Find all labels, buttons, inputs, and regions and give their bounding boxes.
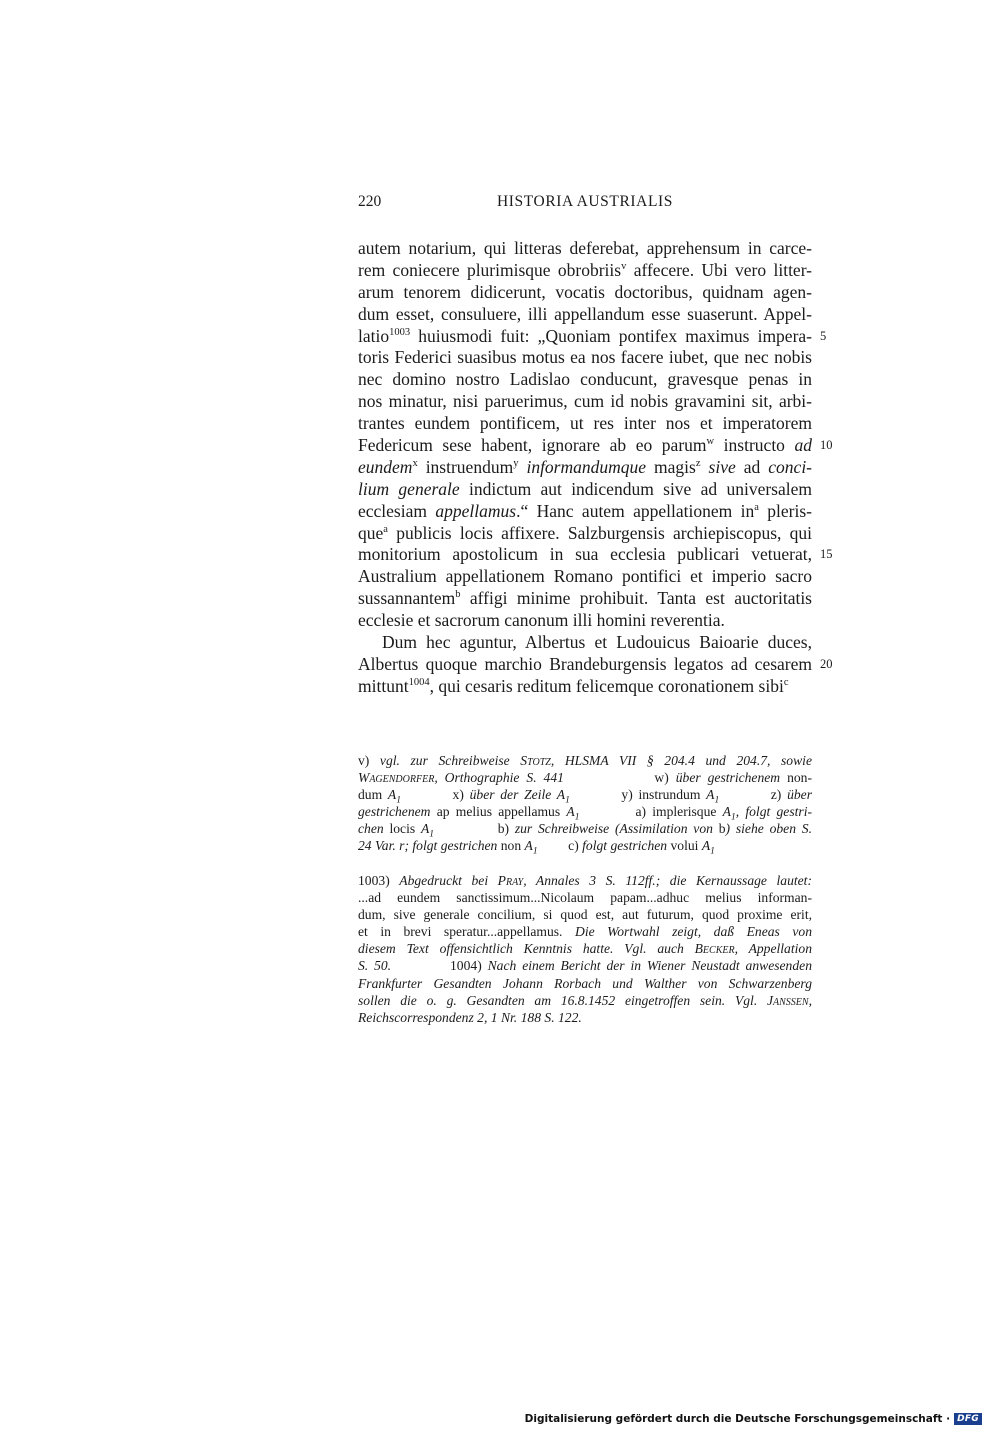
line-number: 5 xyxy=(820,328,827,343)
text-line: toris Federici suasibus motus ea nos facere iubet, que nec nobis xyxy=(358,347,812,368)
text-line: monitorium apostolicum in sua ecclesia publicari vetuerat, 15 xyxy=(358,544,833,565)
line-number: 15 xyxy=(820,547,833,562)
text-line: lium generale indictum aut indicendum sive ad universalem xyxy=(358,478,812,499)
text-line: mittunt$^{1004}$, qui cesaris reditum felicemque coronationem sibi$^c$ xyxy=(358,675,789,696)
running-header xyxy=(358,193,812,215)
variant-footnote-line: v) vgl. zur Schreibweise Stotz, HLSMA VII § 204.4 und 204.7, sowie xyxy=(358,753,812,768)
text-line: Dum hec aguntur, Albertus et Ludouicus Baioarie duces, xyxy=(382,632,812,653)
variant-footnote-line: Wagendorfer, Orthographie S. 441 w) über gestrichenem non- xyxy=(358,770,812,786)
commentary-footnote-line: et in brevi speratur...appellamus. Die Wortwahl zeigt, daß Eneas von xyxy=(358,924,812,940)
commentary-footnote-line: Reichscorrespondenz 2, 1 Nr. 188 S. 122. xyxy=(358,1009,582,1025)
commentary-notes xyxy=(358,872,812,1026)
running-title: HISTORIA AUSTRIALIS xyxy=(496,193,674,210)
text-line: Federicum sese habent, ignorare ab eo parum$^w$ instructo ad 10 xyxy=(358,435,833,456)
variant-footnote-line: 24 Var. r; folgt gestrichen non $A_1$ c) folgt gestrichen volui $A_1$ xyxy=(358,838,715,858)
text-line: eundem$^x$ instruendum$^y$ informandumque magis$^z$ sive ad conci- xyxy=(358,456,813,477)
variant-apparatus xyxy=(358,752,812,858)
line-number: 20 xyxy=(820,656,833,671)
commentary-footnote-line: S. 50. 1004) Nach einem Bericht der in Wiener Neustadt anwesenden xyxy=(358,958,812,974)
dfg-logo: DFG xyxy=(954,1413,982,1425)
main-text xyxy=(358,238,833,698)
commentary-footnote-line: ...ad eundem sanctissimum...Nicolaum papam...adhuc melius informan- xyxy=(358,890,812,906)
text-line: sussannantem$^b$ affigi minime prohibuit. Tanta est auctoritatis xyxy=(358,588,812,609)
text-line: nec domino nostro Ladislao conducunt, gravesque penas in xyxy=(358,369,812,390)
variant-footnote-line: gestrichenem ap melius appellamus $A_1$ a) implerisque $A_1$, folgt gestri- xyxy=(358,804,812,823)
digitization-credit xyxy=(525,1413,982,1425)
variant-footnote-line: chen locis $A_1$ b) zur Schreibweise (Assimilation von b) siehe oben S. xyxy=(358,821,812,841)
commentary-footnote-line: diesem Text offensichtlich Kenntnis hatte. Vgl. auch Becker, Appellation xyxy=(358,941,812,957)
text-line: trantes eundem pontificem, ut res inter nos et imperatorem xyxy=(358,413,812,434)
text-line: dum esset, consuluere, illi appellandum esse suaserunt. Appel- xyxy=(358,303,812,324)
commentary-footnote-line: Frankfurter Gesandten Johann Rorbach und Walther von Schwarzenberg xyxy=(358,975,812,991)
variant-footnote-line: dum $A_1$ x) über der Zeile $A_1$ y) instrundum $A_1$ z) über xyxy=(358,787,812,806)
text-line: que$^a$ publicis locis affixere. Salzburgensis archiepiscopus, qui xyxy=(358,522,812,543)
commentary-footnote-line: sollen die o. g. Gesandten am 16.8.1452 eingetroffen sein. Vgl. Janssen, xyxy=(358,992,812,1008)
text-line: rem coniecere plurimisque obrobriis$^v$ affecere. Ubi vero litter- xyxy=(358,259,812,280)
page-number: 220 xyxy=(358,193,382,210)
commentary-footnote-line: dum, sive generale concilium, si quod est, aut futurum, quod proxime erit, xyxy=(358,907,812,923)
line-number: 10 xyxy=(820,438,833,453)
text-line: Albertus quoque marchio Brandeburgensis legatos ad cesarem 20 xyxy=(358,653,833,674)
credit-text: Digitalisierung gefördert durch die Deutsche Forschungsgemeinschaft · xyxy=(524,1413,951,1425)
text-line: Australium appellationem Romano pontifici et imperio sacro xyxy=(358,566,812,587)
text-line: ecclesie et sacrorum canonum illi homini reverentia. xyxy=(358,610,725,631)
text-line: autem notarium, qui litteras deferebat, apprehensum in carce- xyxy=(358,238,812,258)
commentary-footnote-line: 1003) Abgedruckt bei Pray, Annales 3 S. 112ff.; die Kernaussage lautet: xyxy=(358,873,812,888)
text-line: ecclesiam appellamus.“ Hanc autem appellationem $in^a$ pleris- xyxy=(358,500,812,521)
text-line: nos minatur, nisi paruerimus, cum id nobis gravamini sit, arbi- xyxy=(358,391,812,412)
text-line: arum tenorem didicerunt, vocatis doctoribus, quidnam agen- xyxy=(358,281,812,302)
text-line: latio$^{1003}$ huiusmodi fuit: „Quoniam pontifex maximus impera- 5 xyxy=(358,325,827,346)
